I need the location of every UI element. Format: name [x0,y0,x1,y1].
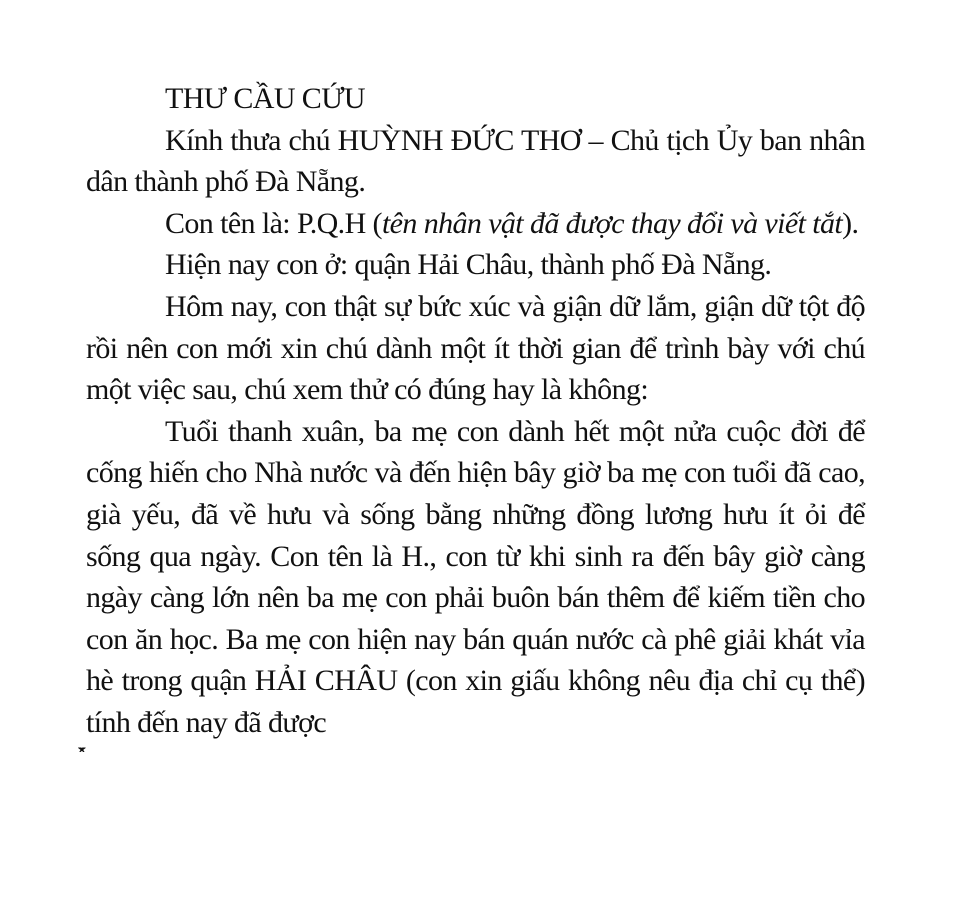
letter-title: THƯ CẦU CỨU [165,82,365,115]
address-paragraph: Hiện nay con ở: quận Hải Châu, thành phố Đà Nẵng. [165,248,772,282]
cutoff-line [86,744,865,786]
name-paragraph [86,203,865,245]
background-paragraph: Tuổi thanh xuân, ba mẹ con dành hết một nửa cuộc đời để cống hiến cho Nhà nước và đến hiện bây giờ ba mẹ con tuổi đã cao, già yếu, đã về hưu và sống bằng những đồng lương hưu ít ỏi để sống qua ngày. Con tên là H., con từ khi sinh ra đến bây giờ càng ngày càng lớn nên ba mẹ con phải buôn bán thêm để kiếm tiền cho con ăn học. Ba mẹ con hiện nay bán quán nước cà phê giải khát vỉa hè trong quận HẢI CHÂU (con xin giấu không nêu địa chỉ cụ thể) tính đến nay đã được [86,414,865,739]
name-text-end: ). [842,206,859,240]
salutation-paragraph: Kính thưa chú HUỲNH ĐỨC THƠ – Chủ tịch Ủy ban nhân dân thành phố Đà Nẵng. [86,123,865,199]
name-text: Con tên là: P.Q.H ( [165,206,382,240]
name-italic-note: tên nhân vật đã được thay đổi và viết tắt [381,206,843,240]
complaint-intro-paragraph: Hôm nay, con thật sự bức xúc và giận dữ lắm, giận dữ tột độ rồi nên con mới xin chú dành một ít thời gian để trình bày với chú một việc sau, chú xem thử có đúng hay là không: [86,289,865,407]
letter-document [86,78,865,785]
